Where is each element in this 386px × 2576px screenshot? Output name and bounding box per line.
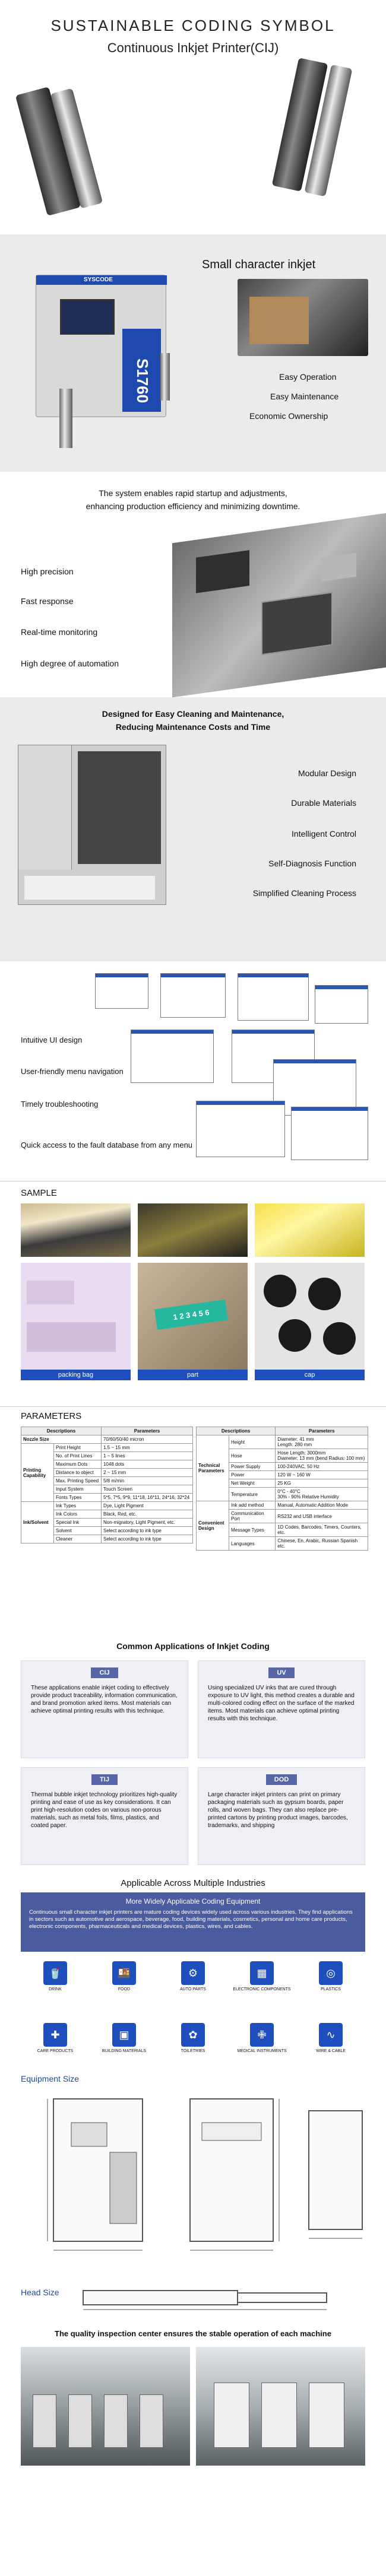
intro-feature: Easy Maintenance [270,392,339,401]
equipment-section [0,2074,386,2282]
industry-item [296,2023,365,2068]
ui-screenshot [95,973,148,1009]
industries-banner: More Widely Applicable Coding Equipment Continuous small character inkjet printers are mature coding devices widely used across various industries. They find applications in sectors such as automotive and aerospace, beverage, food, building materials, cosmetics, personal and home care products, electronic components, pharmaceuticals and medical devices, plastics, wires, and cables. [21,1892,365,1952]
intro-feature: Economic Ownership [249,411,328,421]
ui-screenshot [238,973,309,1021]
model-label: S1760 [134,358,151,404]
head-size-section [0,2282,386,2329]
printer-cabinet-image [36,275,166,417]
industry-item [159,1961,227,2006]
industry-item [159,2023,227,2068]
wire-icon: ∿ [319,2023,343,2047]
touch-screen [60,299,115,335]
cabinet-interior-image [18,745,166,905]
parameters-table-right [196,1427,368,1551]
industry-label: AUTO PARTS [180,1987,206,1991]
table-row: Cleaner Select according to ink type [21,1535,193,1543]
hero-section [0,0,386,234]
sample-label: part [138,1370,248,1380]
industry-item [90,2023,159,2068]
ui-screenshot [131,1030,214,1083]
table-row: Distance to object 2 ~ 15 mm [21,1469,193,1477]
building-icon: ▣ [112,2023,136,2047]
table-row: Communication Port RS232 and USB interface [197,1510,368,1523]
industry-grid [21,1961,365,2068]
auto-parts-icon: ⚙ [181,1961,205,1985]
table-row: Printing Capability Print Height 1.5 ~ 15 mm [21,1444,193,1452]
sample-image-cables [21,1203,131,1257]
industry-item [90,1961,159,2006]
parameters-table-left [21,1427,193,1543]
industry-item [21,1961,90,2006]
table-row: Temperature 0°C - 40°C 30% - 90% Relative Humidity [197,1488,368,1501]
industry-label: WIRE & CABLE [316,2049,346,2053]
medical-icon: ✙ [250,2023,274,2047]
sample-label: cap [255,1370,365,1380]
industry-item [21,2023,90,2068]
equipment-title: Equipment Size [21,2074,80,2083]
sample-image-tube [138,1203,248,1257]
table-header: Parameters [276,1427,368,1435]
ui-feature: Timely troubleshooting [21,1100,99,1108]
design-text-line1: Designed for Easy Cleaning and Maintenance, [102,709,284,719]
application-card-tij: TIJ Thermal bubble inkjet technology prioritizes high-quality printing and ease of use as key considerations. It can print high-resolution codes on various non-porous materials, such as metal foils, films, plastics, and coated paper. [21,1767,188,1865]
industries-section [0,1878,386,2074]
toiletries-icon: ✿ [181,2023,205,2047]
industry-item [227,1961,296,2006]
sample-section [0,1181,386,1406]
startup-section [0,472,386,697]
applications-section [0,1638,386,1878]
parameters-title: PARAMETERS [21,1411,82,1421]
design-feature: Intelligent Control [292,829,356,838]
table-header: Descriptions [197,1427,276,1435]
quality-photo [196,2347,365,2466]
industry-label: ELECTRONIC COMPONENTS [233,1987,291,1991]
design-section [0,697,386,961]
print-head-image [59,389,72,448]
industry-item [227,2023,296,2068]
table-row: Nozzle Size 70/60/50/40 micron [21,1435,193,1444]
design-feature: Self-Diagnosis Function [268,859,356,868]
sample-label: packing bag [21,1370,131,1380]
design-feature: Modular Design [298,768,356,778]
ui-feature: Intuitive UI design [21,1036,83,1044]
sample-image-bag [21,1263,131,1370]
ui-screenshot [291,1107,368,1160]
industry-label: CARE PRODUCTS [37,2049,74,2053]
ui-bottom-text: Quick access to the fault database from any menu [21,1141,193,1149]
table-header: Parameters [101,1427,192,1435]
sample-image-part [138,1263,248,1370]
industry-label: BUILDING MATERIALS [102,2049,147,2053]
ui-feature: User-friendly menu navigation [21,1067,124,1076]
electronic-icon: ▦ [250,1961,274,1985]
table-row: Power Supply 100-240VAC, 50 Hz [197,1463,368,1471]
industry-item [296,1961,365,2006]
quality-photo [21,2347,190,2466]
startup-feature: Fast response [21,596,74,606]
hero-subtitle: Continuous Inkjet Printer(CIJ) [107,40,279,55]
table-row: Input System Touch Screen [21,1485,193,1494]
industry-label: PLASTICS [321,1987,341,1991]
design-feature: Simplified Cleaning Process [252,888,356,898]
plastics-icon: ◎ [319,1961,343,1985]
design-text-line2: Reducing Maintenance Costs and Time [115,722,271,732]
startup-feature: Real-time monitoring [21,627,98,637]
intro-heading: Small character inkjet [202,258,316,271]
table-row: Max. Printing Speed 5/8 m/min [21,1477,193,1485]
design-feature: Durable Materials [291,798,356,808]
table-row: Message Types 1D Codes, Barcodes, Timers, Counters, etc. [197,1523,368,1537]
head-size-drawing [0,2285,386,2314]
table-row: Ink/Solvent Ink Types Dye, Light Pigment [21,1502,193,1510]
print-head-image [160,353,170,401]
parameters-section [0,1406,386,1638]
applications-title: Common Applications of Inkjet Coding [116,1641,270,1651]
startup-feature: High degree of automation [21,659,119,668]
sample-image-cap [255,1263,365,1370]
head-size-title: Head Size [21,2288,59,2297]
table-row: Hose Hose Length: 3000mm Diameter: 13 mm (bend Radius: 100 mm) [197,1449,368,1463]
table-row: Ink Colors Black, Red, etc. [21,1510,193,1519]
application-card-uv: UV Using specialized UV inks that are cured through exposure to UV light, this method creates a durable and multi-colored coding effect on the surface of the marked items. Most materials can achieve optimal printing results with this technique. [198,1660,365,1758]
table-row: Fonts Types 5*5, 7*5, 9*9, 11*18, 16*11, 24*16, 32*24 [21,1494,193,1502]
industry-label: TOILETRIES [181,2049,205,2053]
quality-title: The quality inspection center ensures the stable operation of each machine [55,2329,331,2338]
table-row: Solvent Select according to ink type [21,1527,193,1535]
internal-mechanism-image [172,513,386,697]
table-row: Power 120 W ~ 160 W [197,1471,368,1479]
startup-text-line1: The system enables rapid startup and adjustments, [99,488,287,498]
table-row: Technical Parameters Height Diameter: 41 mm Length: 280 mm [197,1435,368,1449]
food-icon: 🍱 [112,1961,136,1985]
sample-image-pipe [255,1203,365,1257]
care-products-icon: ✚ [43,2023,67,2047]
intro-feature: Easy Operation [279,372,337,382]
sample-title: SAMPLE [21,1188,57,1198]
table-row: Maximum Dots 1048 dots [21,1460,193,1469]
ui-section [0,961,386,1181]
equipment-size-drawing [0,2087,386,2277]
box-coding-image [238,279,368,356]
industry-label: DRINK [49,1987,62,1991]
industries-title: Applicable Across Multiple Industries [121,1878,265,1888]
startup-feature: High precision [21,567,74,576]
ui-screenshot [315,985,368,1024]
application-card-cij: CIJ These applications enable inkjet coding to effectively provide product traceability, information communication, and brand promotion arked items. Most materials can achieve optimal printing results with this technique. [21,1660,188,1758]
intro-section [0,234,386,472]
industry-label: FOOD [118,1987,131,1991]
application-card-dod: DOD Large character inkjet printers can print on primary packaging materials such as gypsum boards, paper rolls, and woven bags. They can also replace pre-printed cartons by printing product images, barcodes, trademarks, and shipping [198,1767,365,1865]
hero-title: SUSTAINABLE CODING SYMBOL [50,17,336,34]
table-header: Descriptions [21,1427,102,1435]
brand-label: SYSCODE [84,277,113,283]
part-code: 1 2 3 4 5 6 [154,1300,228,1330]
table-row: Convenient Design Ink add method Manual, Automatic Addition Mode [197,1501,368,1510]
ui-screens [95,973,368,1163]
table-row: No. of Print Lines 1 ~ 5 lines [21,1452,193,1460]
industry-label: MEDICAL INSTRUMENTS [237,2049,287,2053]
table-row: Languages Chinese, En, Arabic, Russian Spanish etc. [197,1537,368,1551]
ui-screenshot [160,973,226,1018]
drink-icon: 🥤 [43,1961,67,1985]
table-row: Net Weight 25 KG [197,1479,368,1488]
startup-text-line2: enhancing production efficiency and minimizing downtime. [86,501,300,511]
quality-section [0,2329,386,2475]
ui-screenshot [196,1101,285,1157]
table-row: Special Ink Non-migratory, Light Pigment, etc. [21,1519,193,1527]
